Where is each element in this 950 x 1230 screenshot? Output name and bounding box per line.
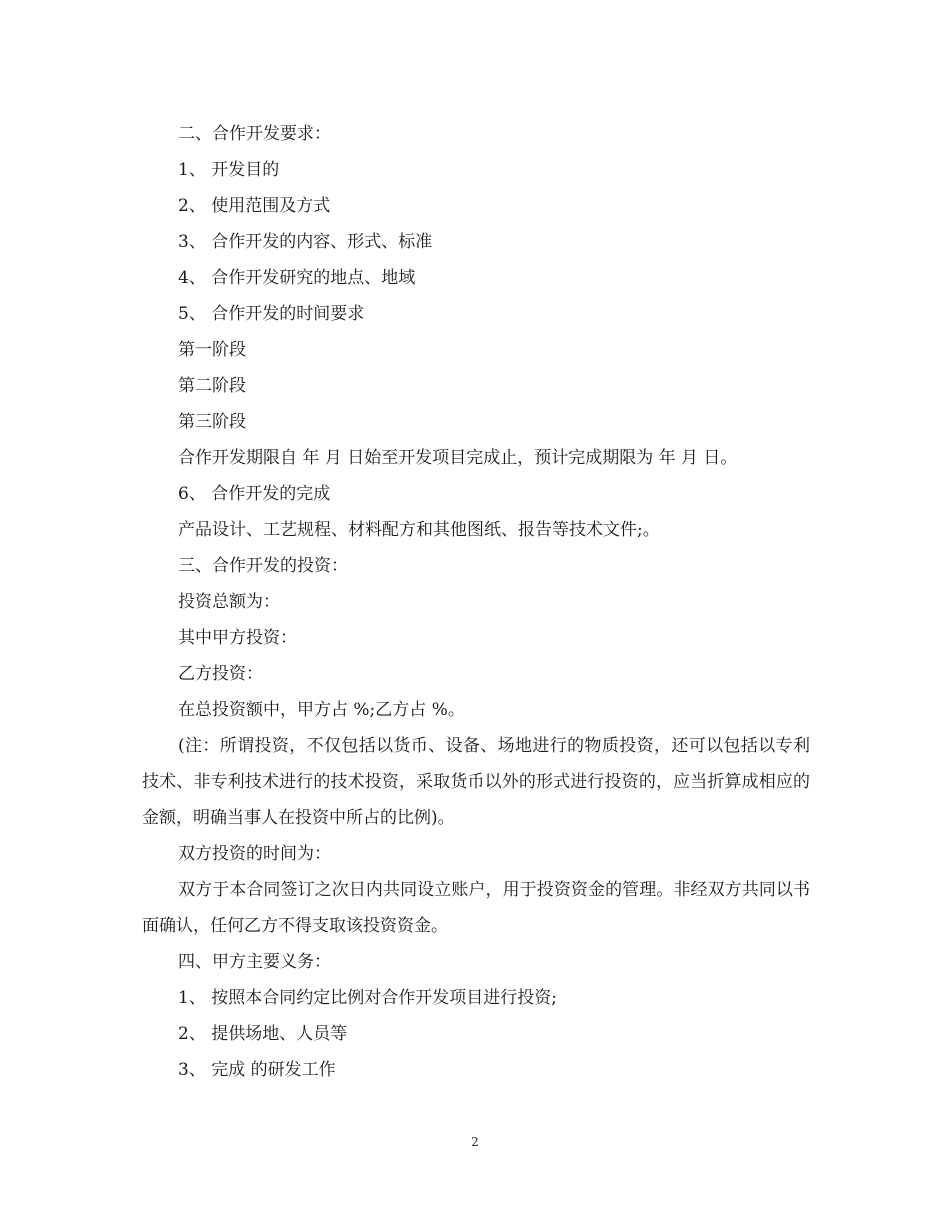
document-body (142, 116, 810, 1088)
investment-ratio-line: 在总投资额中，甲方占 %;乙方占 %。 (178, 700, 465, 720)
list-item: 5、 合作开发的时间要求 (178, 304, 365, 324)
list-item: 3、 完成 的研发工作 (178, 1060, 336, 1080)
note-paragraph: (注：所谓投资，不仅包括以货币、设备、场地进行的物质投资，还可以包括以专利技术、非专利技术进行的技术投资，采取货币以外的形式进行投资的，应当折算成相应的金额，明确当事人在投资中所占的比例)。 (142, 736, 810, 828)
deliverables-line: 产品设计、工艺规程、材料配方和其他图纸、报告等技术文件;。 (178, 520, 660, 540)
list-item: 1、 开发目的 (178, 160, 280, 180)
list-item: 2、 提供场地、人员等 (178, 1024, 348, 1044)
investment-time-line: 双方投资的时间为： (178, 844, 331, 864)
list-item: 3、 合作开发的内容、形式、标准 (178, 232, 433, 252)
page-number: 2 (471, 1135, 479, 1149)
deadline-line: 合作开发期限自 年 月 日始至开发项目完成止，预计完成期限为 年 月 日。 (178, 448, 738, 468)
stage-line: 第三阶段 (178, 412, 246, 432)
investment-total-line: 投资总额为： (178, 592, 280, 612)
list-item: 1、 按照本合同约定比例对合作开发项目进行投资; (178, 988, 557, 1008)
party-a-investment-line: 其中甲方投资： (178, 628, 297, 648)
list-item: 6、 合作开发的完成 (178, 484, 331, 504)
stage-line: 第一阶段 (178, 340, 246, 360)
account-paragraph: 双方于本合同签订之次日内共同设立账户，用于投资资金的管理。非经双方共同以书面确认，任何乙方不得支取该投资资金。 (142, 880, 810, 936)
stage-line: 第二阶段 (178, 376, 246, 396)
list-item: 4、 合作开发研究的地点、地域 (178, 268, 416, 288)
list-item: 2、 使用范围及方式 (178, 196, 331, 216)
section-heading-requirements: 二、合作开发要求： (178, 124, 331, 144)
section-heading-investment: 三、合作开发的投资： (178, 556, 348, 576)
section-heading-party-a-duties: 四、甲方主要义务： (178, 952, 331, 972)
party-b-investment-line: 乙方投资： (178, 664, 263, 684)
